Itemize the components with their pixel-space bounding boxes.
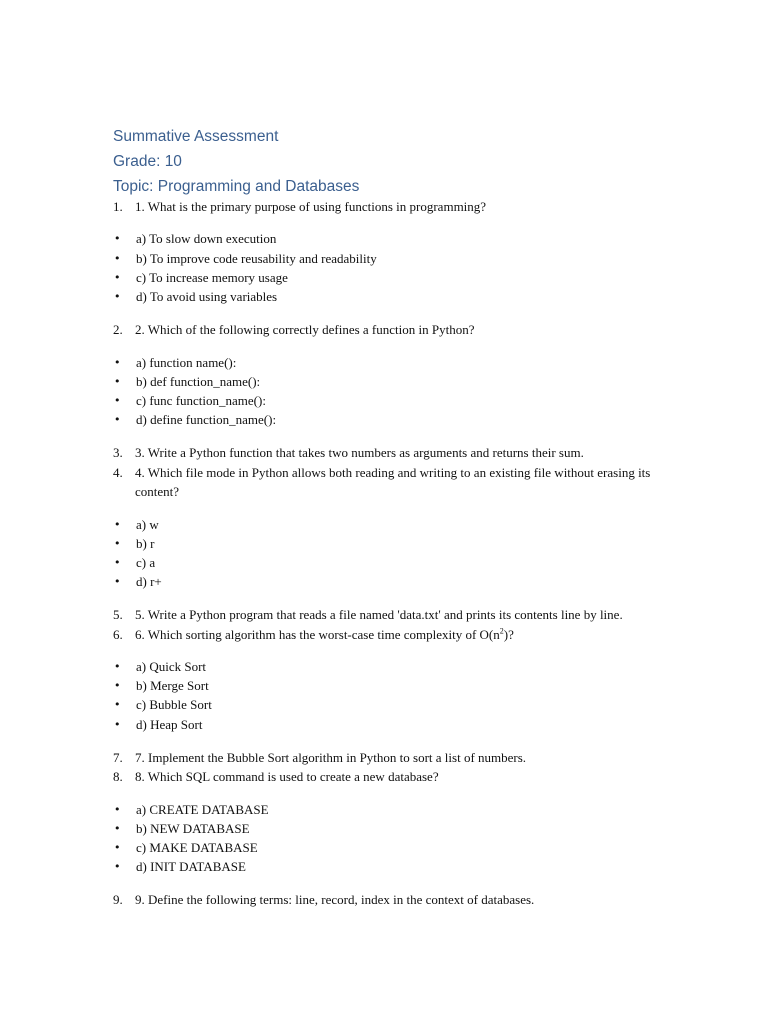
option-text: d) define function_name(): [136, 412, 277, 428]
answer-option [113, 515, 673, 534]
document-header [113, 124, 673, 199]
option-text: c) func function_name(): [136, 392, 266, 408]
bullet-icon: • [114, 575, 121, 589]
answer-option [113, 229, 673, 248]
bullet-icon: • [114, 232, 121, 246]
option-text: d) INIT DATABASE [136, 859, 246, 875]
question-2 [113, 320, 673, 339]
bullet-icon: • [114, 355, 121, 369]
answer-option [113, 534, 673, 553]
bullet-icon: • [114, 289, 121, 303]
question-number: 6. [113, 626, 123, 642]
question-number: 4. [113, 464, 123, 480]
answer-option [113, 410, 673, 429]
option-text: c) Bubble Sort [136, 697, 212, 713]
answer-option [113, 695, 673, 714]
option-text: c) To increase memory usage [136, 269, 288, 285]
option-text: c) a [136, 554, 156, 570]
bullet-icon: • [114, 802, 121, 816]
question-text: 2. Which of the following correctly defines a function in Python? [135, 322, 475, 338]
question-list [113, 197, 673, 910]
bullet-icon: • [114, 660, 121, 674]
option-text: a) w [136, 516, 159, 532]
option-text: d) r+ [136, 574, 162, 590]
question-text: 5. Write a Python program that reads a file named 'data.txt' and prints its contents line by line. [135, 607, 623, 623]
answer-options [113, 800, 673, 877]
answer-option [113, 353, 673, 372]
answer-option [113, 819, 673, 838]
bullet-icon: • [114, 536, 121, 550]
option-text: d) Heap Sort [136, 716, 203, 732]
option-text: b) NEW DATABASE [136, 820, 250, 836]
answer-option [113, 838, 673, 857]
option-text: c) MAKE DATABASE [136, 840, 258, 856]
question-text [135, 625, 673, 644]
option-text: b) def function_name(): [136, 373, 261, 389]
answer-option [113, 657, 673, 676]
question-7 [113, 748, 673, 767]
superscript: 2 [499, 626, 504, 636]
answer-option [113, 553, 673, 572]
bullet-icon: • [114, 393, 121, 407]
answer-options [113, 229, 673, 306]
bullet-icon: • [114, 821, 121, 835]
bullet-icon: • [114, 679, 121, 693]
question-number: 7. [113, 749, 123, 765]
answer-option [113, 268, 673, 287]
bullet-icon: • [114, 413, 121, 427]
question-text: 7. Implement the Bubble Sort algorithm in Python to sort a list of numbers. [135, 749, 527, 765]
answer-option [113, 715, 673, 734]
question-3 [113, 443, 673, 462]
option-text: b) r [136, 535, 155, 551]
question-number: 3. [113, 445, 123, 461]
option-text: a) CREATE DATABASE [136, 801, 269, 817]
question-1 [113, 197, 673, 216]
question-text-part: 6. Which sorting algorithm has the worst-case time complexity of O(n [135, 626, 500, 642]
option-text: b) To improve code reusability and readability [136, 250, 377, 266]
question-6 [113, 625, 673, 644]
answer-options [113, 353, 673, 430]
bullet-icon: • [114, 374, 121, 388]
answer-option [113, 676, 673, 695]
bullet-icon: • [114, 698, 121, 712]
topic-heading: Topic: Programming and Databases [113, 178, 360, 195]
question-text: 9. Define the following terms: line, record, index in the context of databases. [135, 892, 535, 908]
answer-option [113, 372, 673, 391]
question-text: 8. Which SQL command is used to create a new database? [135, 769, 439, 785]
bullet-icon: • [114, 860, 121, 874]
bullet-icon: • [114, 841, 121, 855]
option-text: b) Merge Sort [136, 678, 209, 694]
answer-options [113, 515, 673, 592]
question-number: 8. [113, 769, 123, 785]
option-text: a) Quick Sort [136, 659, 207, 675]
bullet-icon: • [114, 555, 121, 569]
question-number: 1. [113, 199, 123, 214]
question-text-part: )? [503, 626, 514, 642]
question-number: 9. [113, 892, 123, 908]
question-text: 4. Which file mode in Python allows both reading and writing to an existing file without erasing its content? [135, 464, 651, 500]
answer-option [113, 249, 673, 268]
answer-options [113, 657, 673, 734]
question-5 [113, 605, 673, 624]
option-text: a) function name(): [136, 354, 237, 370]
bullet-icon: • [114, 717, 121, 731]
bullet-icon: • [114, 251, 121, 265]
option-text: d) To avoid using variables [136, 288, 278, 304]
option-text: a) To slow down execution [136, 231, 277, 247]
question-4 [113, 463, 673, 502]
answer-option [113, 857, 673, 876]
answer-option [113, 391, 673, 410]
question-9 [113, 890, 673, 909]
document-title: Summative Assessment [113, 128, 279, 145]
question-number: 5. [113, 607, 123, 623]
bullet-icon: • [114, 517, 121, 531]
grade-heading: Grade: 10 [113, 153, 182, 170]
answer-option [113, 800, 673, 819]
question-8 [113, 767, 673, 786]
question-number: 2. [113, 322, 123, 338]
answer-option [113, 572, 673, 591]
bullet-icon: • [114, 270, 121, 284]
answer-option [113, 287, 673, 306]
question-text: 3. Write a Python function that takes two numbers as arguments and returns their sum. [135, 445, 584, 461]
question-text: 1. What is the primary purpose of using functions in programming? [135, 199, 487, 214]
